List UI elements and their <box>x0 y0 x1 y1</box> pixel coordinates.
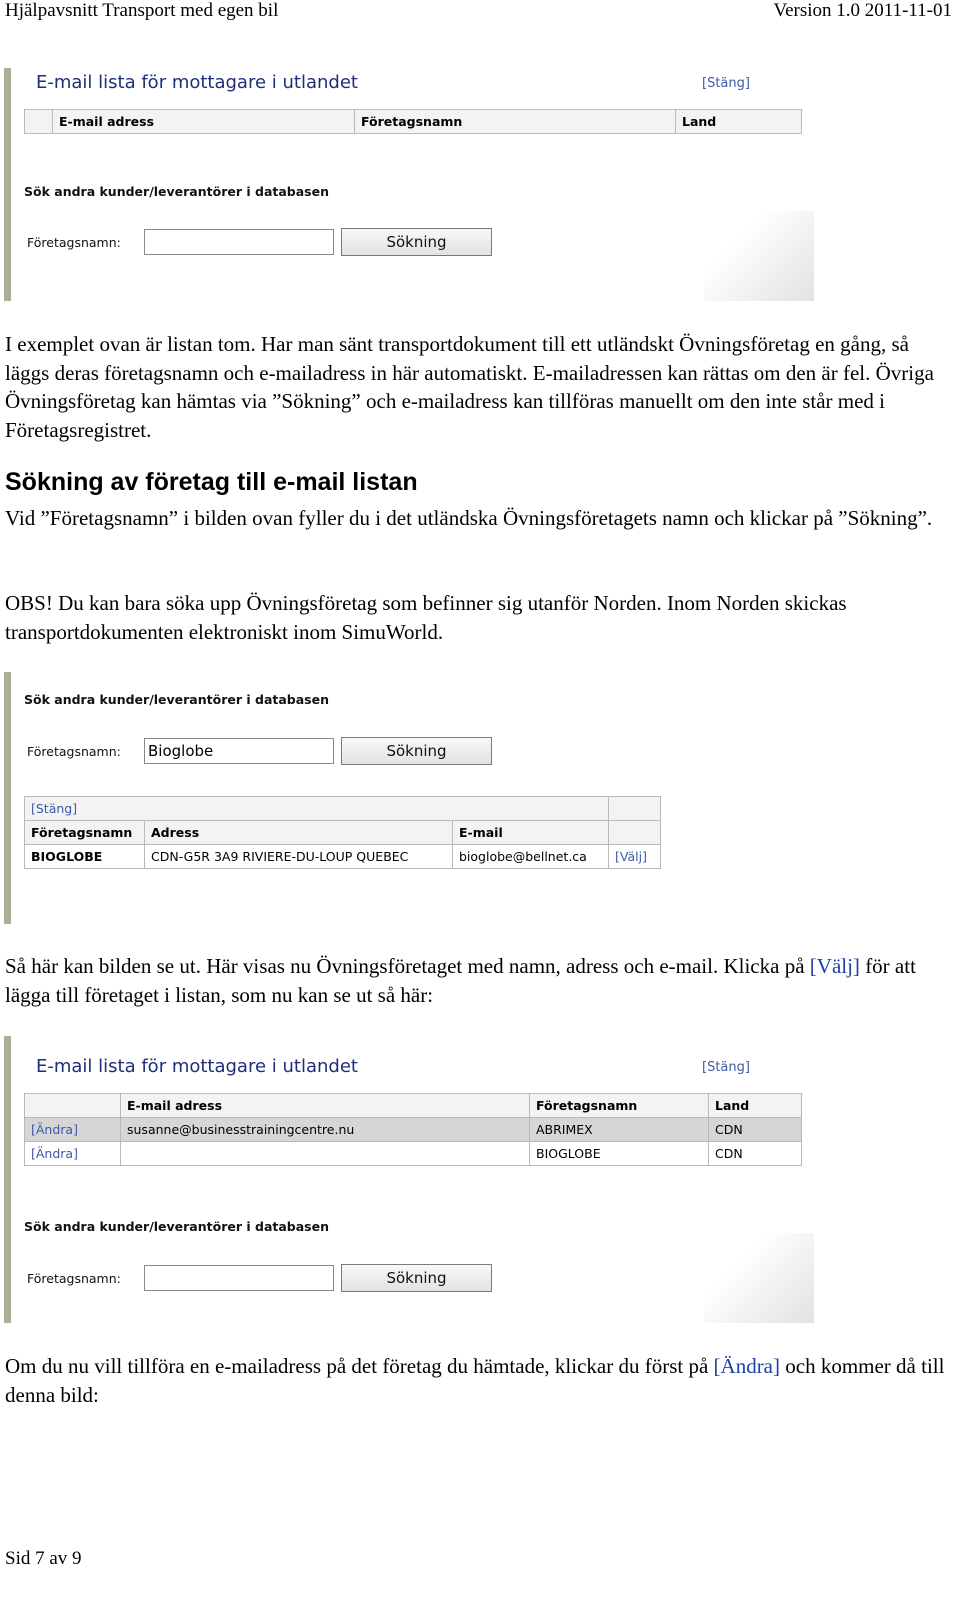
email-list-table <box>24 1093 802 1166</box>
col-company: Företagsnamn <box>25 821 145 845</box>
email-list-table <box>24 109 802 134</box>
col-email: E-mail adress <box>121 1094 530 1118</box>
company-field-label: Företagsnamn: <box>27 744 121 759</box>
paragraph-search-instructions: Vid ”Företagsnamn” i bilden ovan fyller du i det utländska Övningsföretagets namn och klickar på ”Sökning”. <box>5 506 933 530</box>
company-name-input[interactable]: Bioglobe <box>144 738 334 764</box>
search-button[interactable]: Sökning <box>341 228 492 256</box>
screenshot-search-result <box>4 672 664 924</box>
edit-link-text: [Ändra] <box>713 1354 780 1378</box>
paragraph-obs: OBS! Du kan bara söka upp Övningsföretag som befinner sig utanför Norden. Inom Norden skickas transportdokumenten elektroniskt inom SimuWorld. <box>5 591 847 644</box>
col-email: E-mail <box>453 821 609 845</box>
paragraph-edit-explanation: Om du nu vill tillföra en e-mailadress på det företag du hämtade, klickar du först på [Ändra] och kommer då till denna bild: <box>5 1354 945 1407</box>
close-link[interactable]: [Stäng] <box>25 797 609 821</box>
result-company: BIOGLOBE <box>25 845 145 869</box>
paragraph-intro: I exemplet ovan är listan tom. Har man sänt transportdokument till ett utländskt Övningsföretag en gång, så läggs deras företagsnamn och e-mailadress in här automatiskt. E-mailadressen kan rättas om den är fel. Övriga Övningsföretag kan hämtas via ”Sökning” och e-mailadress kan tillföras manuellt om den inte står med i Företagsregistret. <box>5 332 934 442</box>
page-footer: Sid 7 av 9 <box>5 1548 82 1569</box>
search-heading: Sök andra kunder/leverantörer i databasen <box>24 1219 329 1234</box>
row-email: susanne@businesstrainingcentre.nu <box>121 1118 530 1142</box>
table-row <box>25 1142 802 1166</box>
row-company: ABRIMEX <box>530 1118 709 1142</box>
close-link[interactable]: [Stäng] <box>702 76 750 91</box>
page-header-version: Version 1.0 2011-11-01 <box>773 0 952 21</box>
col-country: Land <box>709 1094 802 1118</box>
company-field-label: Företagsnamn: <box>27 1271 121 1286</box>
search-result-table <box>24 796 661 869</box>
edit-link[interactable]: [Ändra] <box>25 1118 121 1142</box>
screenshot-email-list-empty <box>4 68 814 301</box>
panel-border <box>4 1036 11 1323</box>
col-country: Land <box>676 110 802 134</box>
section-heading: Sökning av företag till e-mail listan <box>5 468 418 496</box>
search-heading: Sök andra kunder/leverantörer i databasen <box>24 184 329 199</box>
company-field-label: Företagsnamn: <box>27 235 121 250</box>
col-address: Adress <box>145 821 453 845</box>
edit-link[interactable]: [Ändra] <box>25 1142 121 1166</box>
paragraph-result-explanation: Så här kan bilden se ut. Här visas nu Övningsföretaget med namn, adress och e-mail. Klicka på [Välj] för att lägga till företaget i listan, som nu kan se ut så här: <box>5 954 916 1007</box>
col-email: E-mail adress <box>53 110 355 134</box>
panel-border <box>4 68 11 301</box>
row-country: CDN <box>709 1142 802 1166</box>
row-country: CDN <box>709 1118 802 1142</box>
table-row <box>25 1118 802 1142</box>
select-link[interactable]: [Välj] <box>609 845 661 869</box>
company-name-input[interactable] <box>144 1265 334 1291</box>
row-company: BIOGLOBE <box>530 1142 709 1166</box>
col-company: Företagsnamn <box>355 110 676 134</box>
email-list-title: E-mail lista för mottagare i utlandet <box>36 72 358 93</box>
select-link-text: [Välj] <box>809 954 860 978</box>
close-link[interactable]: [Stäng] <box>702 1060 750 1075</box>
search-button[interactable]: Sökning <box>341 737 492 765</box>
row-email <box>121 1142 530 1166</box>
search-heading: Sök andra kunder/leverantörer i databasen <box>24 692 329 707</box>
panel-border <box>4 672 11 924</box>
email-list-title: E-mail lista för mottagare i utlandet <box>36 1056 358 1077</box>
page-header-title: Hjälpavsnitt Transport med egen bil <box>5 0 279 21</box>
company-name-input[interactable] <box>144 229 334 255</box>
result-email: bioglobe@bellnet.ca <box>453 845 609 869</box>
search-button[interactable]: Sökning <box>341 1264 492 1292</box>
col-company: Företagsnamn <box>530 1094 709 1118</box>
result-address: CDN-G5R 3A9 RIVIERE-DU-LOUP QUEBEC <box>145 845 453 869</box>
screenshot-email-list-filled <box>4 1036 814 1323</box>
